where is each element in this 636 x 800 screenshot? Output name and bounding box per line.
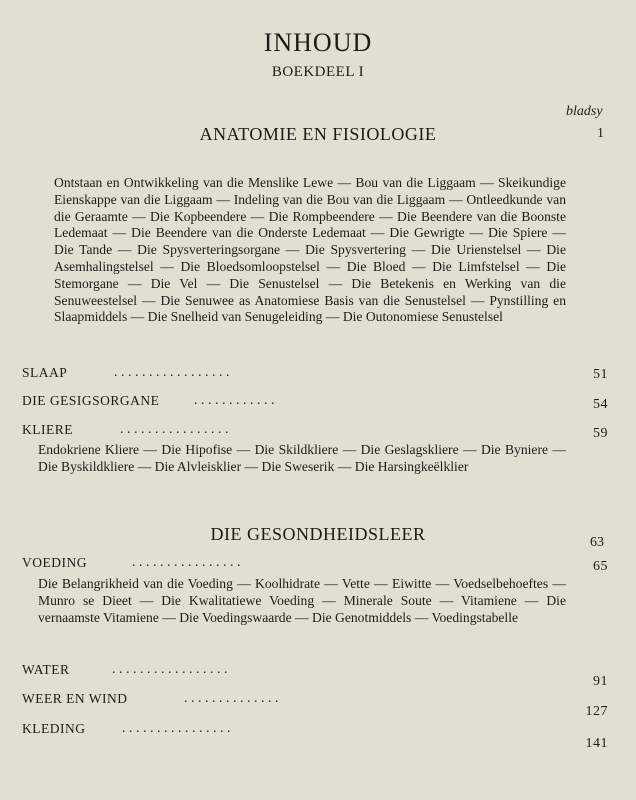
toc-entry-label: SLAAP: [22, 365, 68, 380]
toc-entry-label: KLIERE: [22, 422, 73, 437]
volume-subtitle: BOEKDEEL I: [271, 64, 365, 80]
leader-dots: . . . . . . . . . . . . . . . .: [122, 721, 231, 736]
leader-dots: . . . . . . . . . . . . . .: [184, 691, 279, 706]
leader-dots: . . . . . . . . . . . . . . . . .: [114, 365, 230, 380]
leader-dots: . . . . . . . . . . . . . . . .: [120, 422, 229, 437]
part2-heading: DIE GESONDHEIDSLEER: [210, 524, 426, 544]
toc-entry-page: 141: [585, 736, 608, 751]
toc-entry-page: 54: [593, 397, 608, 412]
part2-page-number: 63: [590, 535, 604, 550]
toc-entry-page: 59: [593, 426, 608, 441]
part1-heading: ANATOMIE EN FISIOLOGIE: [199, 124, 437, 144]
leader-dots: . . . . . . . . . . . . . . . . .: [112, 662, 228, 677]
toc-entry-label: DIE GESIGSORGANE: [22, 393, 160, 408]
page-title: INHOUD: [263, 28, 373, 57]
toc-entry-label: KLEDING: [22, 721, 86, 736]
kliere-description: Endokriene Kliere — Die Hipofise — Die Skildkliere — Die Geslagskliere — Die Byniere — Die Byskildkliere — Die Alvleisklier — Die Sweserik — Die Harsingkeëlklier: [38, 442, 566, 474]
page-column-label: bladsy: [566, 104, 603, 119]
toc-entry-label: WATER: [22, 662, 70, 677]
toc-entry-page: 91: [593, 674, 608, 689]
part1-description: Ontstaan en Ontwikkeling van die Menslike Lewe — Bou van die Liggaam — Skeikundige Eienskappe van die Liggaam — Indeling van die Bou van die Liggaam — Ontleedkunde van die Geraamte — Die Kopbeendere — Die Rompbeendere — Die Beendere van die Boonste Ledemaat — Die Beendere van die Onderste Ledemaat — Die Gewrigte — Die Spiere — Die Tande — Die Spysverteringsorgane — Die Spysvertering — Die Urienstelsel — Die Asemhalingstelsel — Die Bloedsomloopstelsel — Die Bloed — Die Limfstelsel — Die Stemorgane — Die Vel — Die Senustelsel — Die Betekenis en Werking van die Senuweestelsel — Die Senuwee as Anatomiese Basis van die Senustelsel — Pynstilling en Slaapmiddels — Die Snelheid van Senugeleiding — Die Outonomiese Senustelsel: [54, 175, 566, 325]
leader-dots: . . . . . . . . . . . . . . . .: [132, 555, 241, 570]
leader-dots: . . . . . . . . . . . .: [194, 393, 275, 408]
toc-entry-page: 65: [593, 559, 608, 574]
toc-entry-label: WEER EN WIND: [22, 691, 128, 706]
toc-entry-page: 127: [585, 704, 608, 719]
toc-entry-page: 51: [593, 367, 608, 382]
part1-page-number: 1: [597, 126, 604, 141]
voeding-description: Die Belangrikheid van die Voeding — Koolhidrate — Vette — Eiwitte — Voedselbehoeftes — Munro se Dieet — Die Kwalitatiewe Voeding — Minerale Soute — Vitamiene — Die vernaamste Vitamiene — Die Voedingswaarde — Die Genotmiddels — Voedingstabelle: [38, 576, 566, 625]
toc-entry-label: VOEDING: [22, 555, 87, 570]
